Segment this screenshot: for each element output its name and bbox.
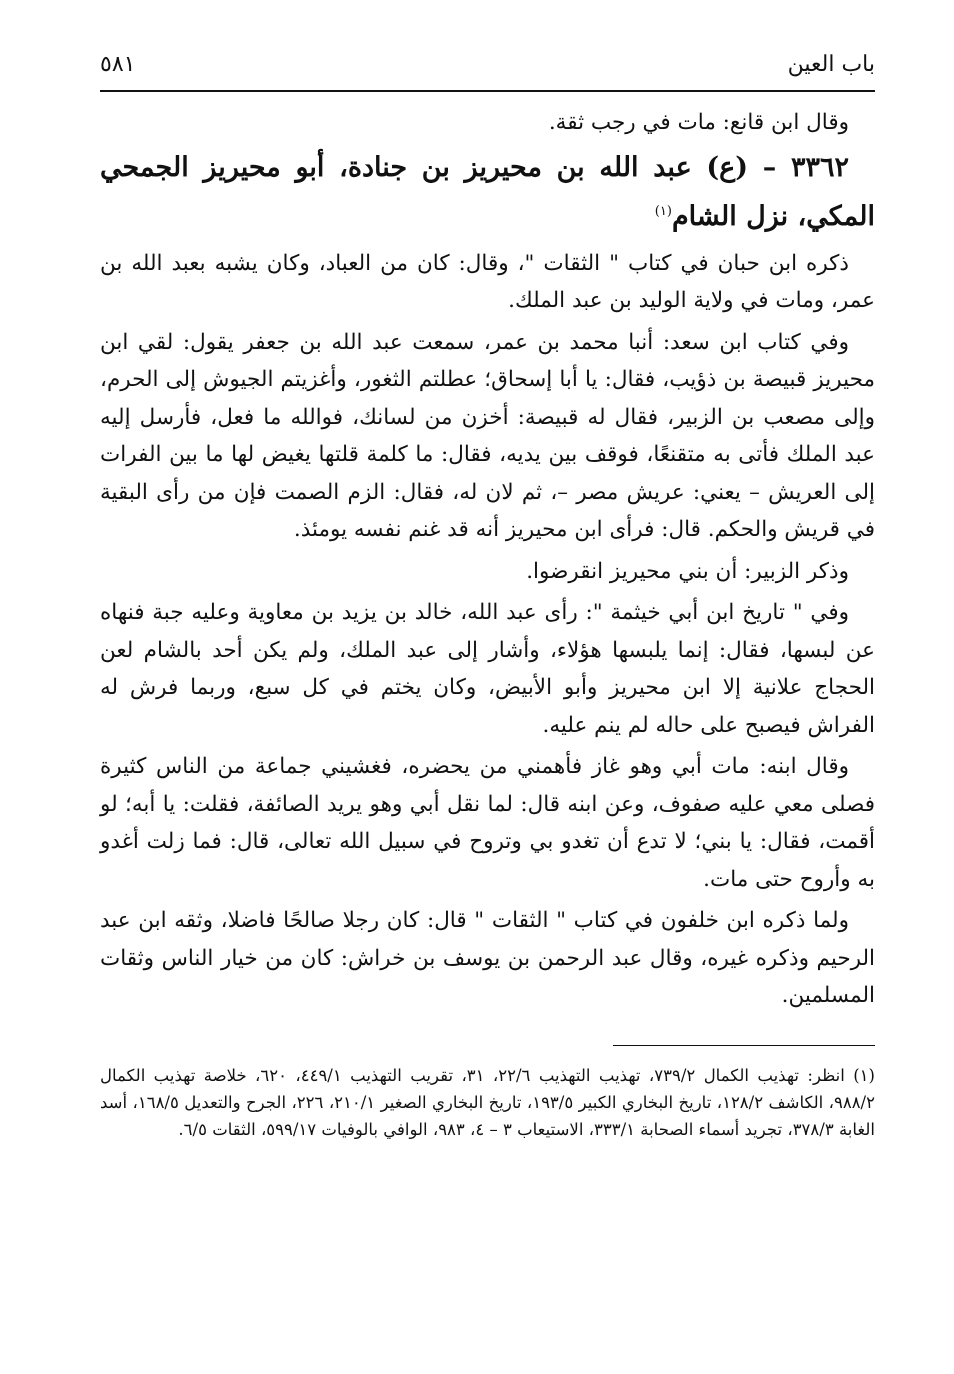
entry-heading-text: ٣٣٦٢ – (ع) عبد الله بن محيريز بن جنادة، أبو محيريز الجمحي المكي، نزل الشام (100, 151, 875, 232)
chapter-title: باب العين (787, 52, 875, 77)
paragraph-zubair: وذكر الزبير: أن بني محيريز انقرضوا. (526, 558, 849, 584)
entry-heading (100, 146, 875, 239)
paragraph-ibn-hibban: ذكره ابن حبان في كتاب " الثقات "، وقال: كان من العباد، وكان يشبه بعبد الله بن عمر، ومات في ولاية الوليد بن عبد الملك. (100, 250, 875, 313)
intro-paragraph: وقال ابن قانع: مات في رجب ثقة. (548, 110, 849, 135)
running-header (100, 52, 875, 92)
page-number: ٥٨١ (100, 52, 136, 77)
paragraph-ibn-khalfun: ولما ذكره ابن خلفون في كتاب " الثقات " قال: كان رجلا صالحًا فاضلا، وثقه ابن عبد الرحيم وذكره غيره، وقال عبد الرحمن بن يوسف بن خراش: كان من خيار الناس وثقات المسلمين. (100, 908, 875, 1008)
page-body (100, 104, 875, 1015)
paragraph-ibn-abi-khaythama: وفي " تاريخ ابن أبي خيثمة ": رأى عبد الله، خالد بن يزيد بن معاوية وعليه جبة فنهاه عن لبسها، فقال: إنما يلبسها هؤلاء، وأشار إلى عبد الملك، ولم يكن أحد بالشام لعن الحجاج علانية إلا ابن محيريز وأبو الأبيض، وكان يختم في كل سبع، وربما فرش له الفراش فيصبح على حاله لم ينم عليه. (100, 600, 875, 738)
paragraph-his-son: وقال ابنه: مات أبي وهو غاز فأهمني من يحضره، فغشيني جماعة من الناس كثيرة فصلى معي عليه صفوف، وعن ابنه قال: لما نقل أبي وهو يريد الصائفة، فقلت: يا أبه؛ لو أقمت، فقال: يا بني؛ لا تدع أن تغدو بي وتروح في سبيل الله تعالى، قال: فما زلت أغدو به وأروح حتى مات. (100, 754, 875, 892)
footnote-separator (613, 1045, 875, 1046)
footnote-reference: (١) (654, 203, 672, 219)
paragraph-ibn-saad: وفي كتاب ابن سعد: أنبا محمد بن عمر، سمعت عبد الله بن جعفر يقول: لقي ابن محيريز قبيصة بن ذؤيب، فقال: يا أبا إسحاق؛ عطلتم الثغور، وأغزيتم الجيوش إلى الحرم، وإلى مصعب بن الزبير، فقال له قبيصة: أخزن من لسانك، فوالله ما فعل، فأرسل إليه عبد الملك فأتى به متقنعًا، فوقف بين يديه، فقال: ما كلمة قلتها يغيض لها ما بين الفرات إلى العريش – يعني: عريش مصر –، ثم لان له، فقال: الزم الصمت فإن من رأى البقية في قريش والحكم. قال: فرأى ابن محيريز أنه قد غنم نفسه يومئذ. (100, 329, 875, 542)
book-page (100, 52, 875, 1143)
footnote-1: (١) انظر: تهذيب الكمال ٧٣٩/٢، تهذيب التهذيب ٢٢/٦، ٣١، تقريب التهذيب ٤٤٩/١، ٦٢٠، خلاصة تهذيب الكمال ٩٨٨/٢، الكاشف ١٢٨/٢، تاريخ البخاري الكبير ١٩٣/٥، تاريخ البخاري الصغير ٢١٠/١، ٢٢٦، الجرح والتعديل ١٦٨/٥، أسد الغابة ٣٧٨/٣، تجريد أسماء الصحابة ٣٣٣/١، الاستيعاب ٣ – ٤، ٩٨٣، الوافي بالوفيات ٥٩٩/١٧، الثقات ٦/٥. (100, 1065, 875, 1139)
footnotes (100, 1062, 875, 1143)
